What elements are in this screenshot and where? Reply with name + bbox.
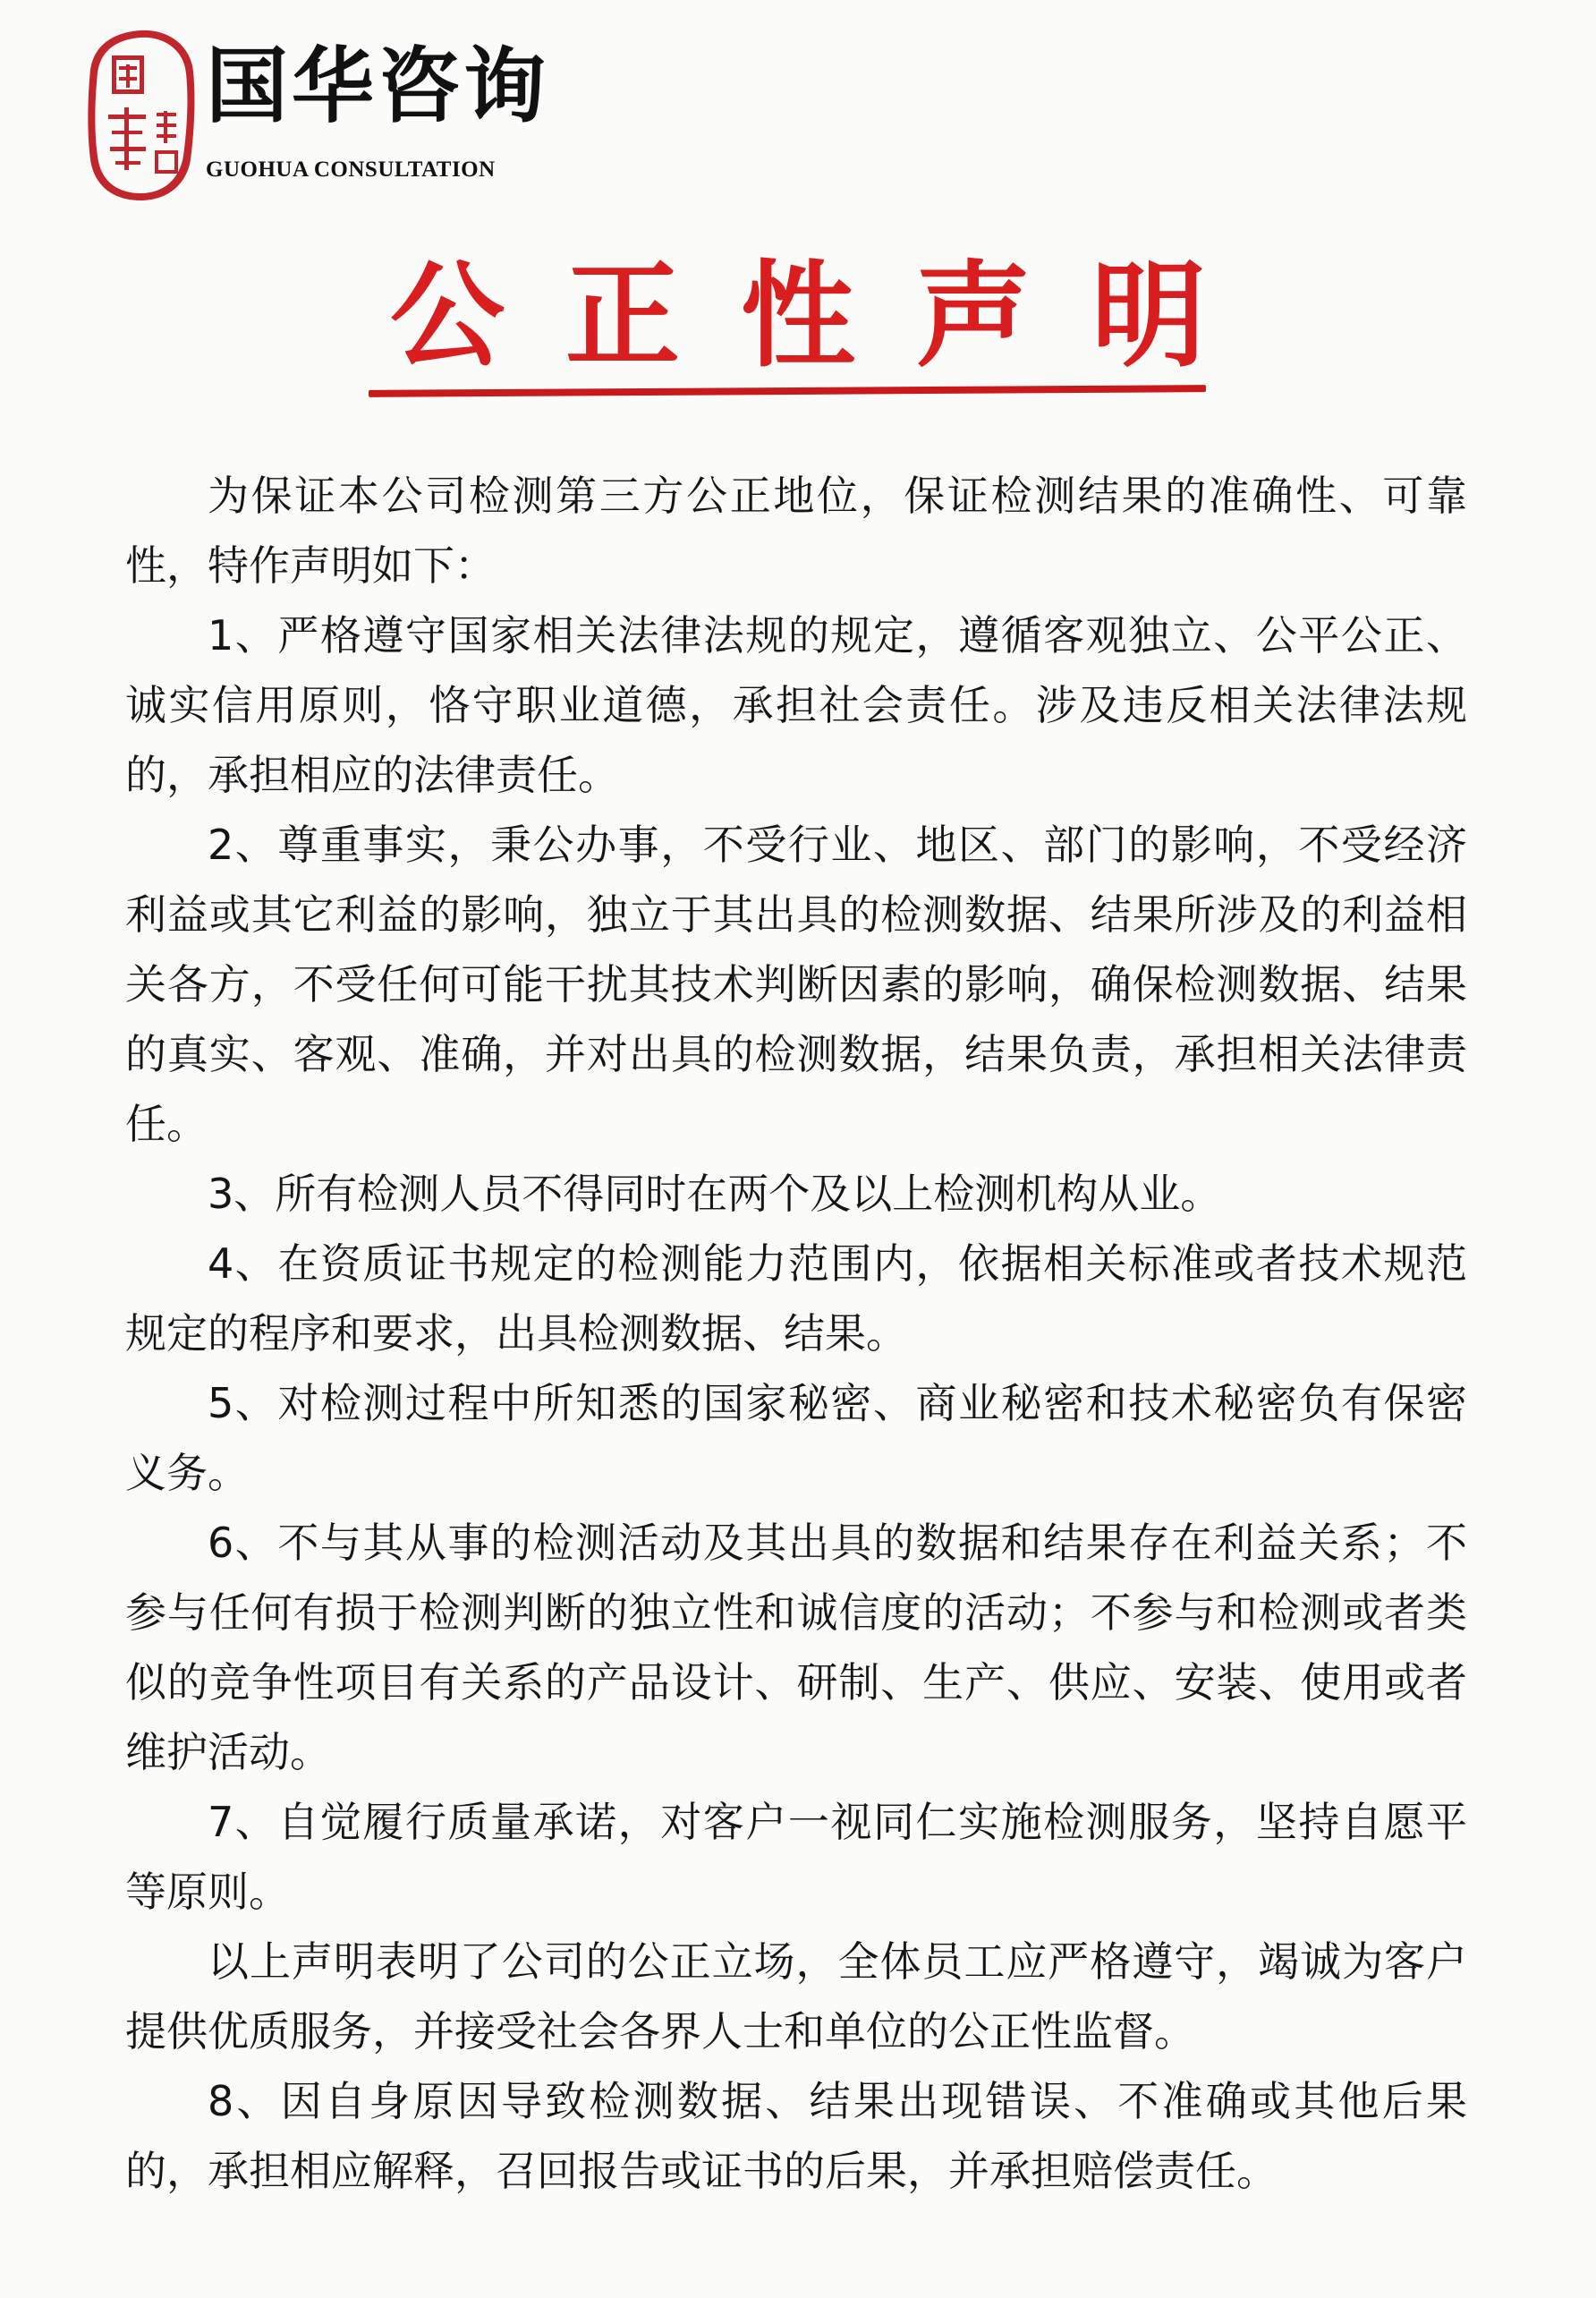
logo-wordmark: 国华咨询 bbox=[206, 38, 550, 134]
intro-paragraph: 为保证本公司检测第三方公正地位，保证检测结果的准确性、可靠性，特作声明如下： bbox=[125, 472, 1467, 590]
clause-2: 2、尊重事实，秉公办事，不受行业、地区、部门的影响，不受经济利益或其它利益的影响，独立于其出具的检测数据、结果所涉及的利益相关各方，不受任何可能干扰其技术判断因素的影响，确保检测数据、结果的真实、客观、准确，并对出具的检测数据，结果负责，承担相关法律责任。 bbox=[125, 821, 1467, 1148]
summary-paragraph: 以上声明表明了公司的公正立场，全体员工应严格遵守，竭诚为客户提供优质服务，并接受社会各界人士和单位的公正性监督。 bbox=[125, 1937, 1467, 2055]
clause-6: 6、不与其从事的检测活动及其出具的数据和结果存在利益关系；不参与任何有损于检测判断的独立性和诚信度的活动；不参与和检测或者类似的竞争性项目有关系的产品设计、研制、生产、供应、安装、使用或者维护活动。 bbox=[125, 1519, 1467, 1776]
clause-5: 5、对检测过程中所知悉的国家秘密、商业秘密和技术秘密负有保密义务。 bbox=[125, 1379, 1467, 1497]
statement-body bbox=[125, 461, 1467, 2206]
seal-icon bbox=[85, 25, 197, 204]
clause-4: 4、在资质证书规定的检测能力范围内，依据相关标准或者技术规范规定的程序和要求，出具检测数据、结果。 bbox=[125, 1239, 1467, 1358]
logo-subtitle: GUOHUA CONSULTATION bbox=[206, 157, 496, 182]
clause-8: 8、因自身原因导致检测数据、结果出现错误、不准确或其他后果的，承担相应解释，召回报告或证书的后果，并承担赔偿责任。 bbox=[125, 2077, 1467, 2195]
page-title: 公正性声明 bbox=[389, 250, 1267, 383]
title-underline bbox=[369, 385, 1206, 397]
clause-1: 1、严格遵守国家相关法律法规的规定，遵循客观独立、公平公正、诚实信用原则，恪守职业道德，承担社会责任。涉及违反相关法律法规的，承担相应的法律责任。 bbox=[125, 611, 1467, 799]
clause-3: 3、所有检测人员不得同时在两个及以上检测机构从业。 bbox=[208, 1170, 1222, 1218]
company-logo bbox=[85, 25, 550, 213]
clause-7: 7、自觉履行质量承诺，对客户一视同仁实施检测服务，坚持自愿平等原则。 bbox=[125, 1798, 1467, 1916]
